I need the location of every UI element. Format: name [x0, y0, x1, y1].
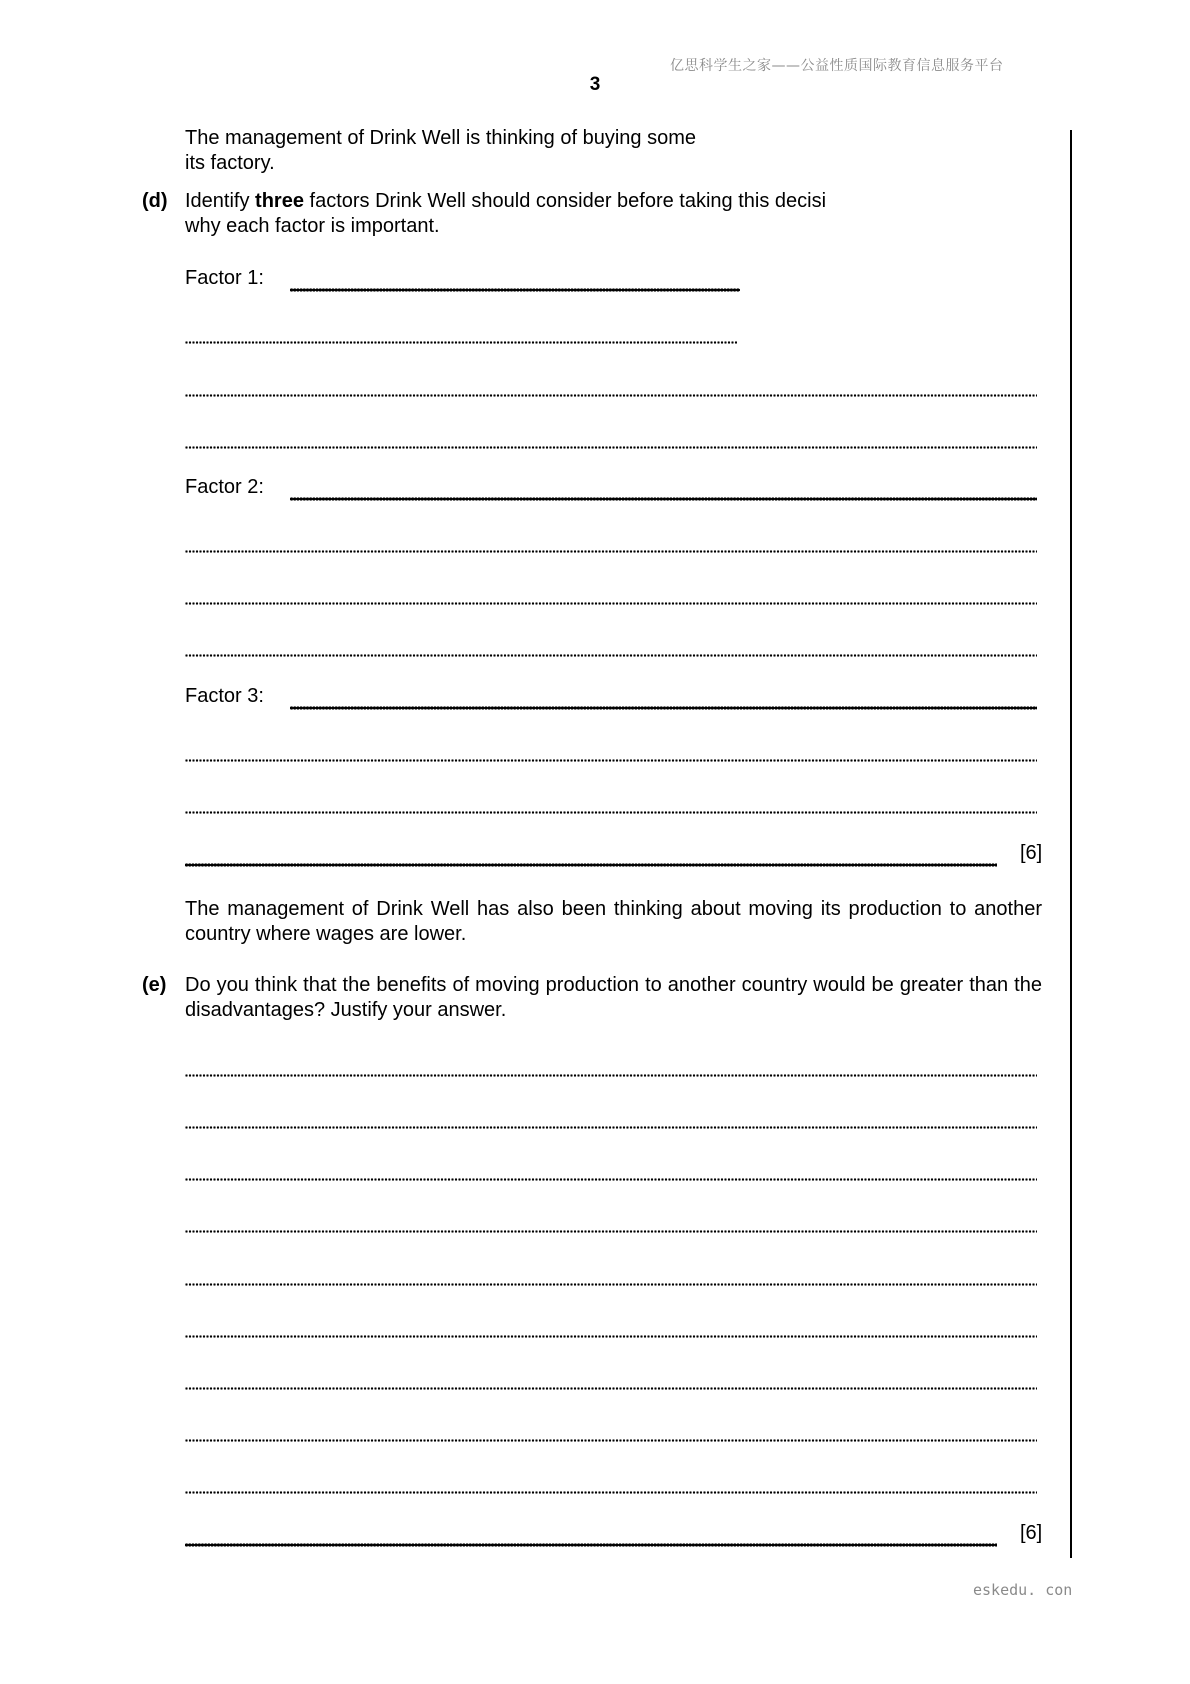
watermark-text: 亿思科学生之家——公益性质国际教育信息服务平台	[670, 58, 1004, 74]
question-d-emphasis: three	[255, 190, 304, 212]
answer-line[interactable]	[185, 394, 1037, 397]
marks-d: [6]	[1020, 842, 1043, 864]
answer-line[interactable]	[185, 446, 1037, 449]
answer-line[interactable]	[185, 1439, 1037, 1442]
context-e-paragraph: The management of Drink Well has also been thinking about moving its production to another country where wages are lower.	[185, 898, 1042, 945]
margin-rule	[1070, 130, 1072, 1558]
question-e-label: (e)	[142, 974, 167, 996]
intro-line-1: The management of Drink Well is thinking of buying some	[185, 127, 696, 149]
marks-e: [6]	[1020, 1522, 1043, 1544]
question-d-text-end: factors Drink Well should consider before taking this decisi	[303, 190, 827, 212]
question-d-text-start: Identify	[185, 190, 256, 212]
page-number: 3	[589, 74, 601, 95]
answer-line[interactable]	[185, 759, 1037, 762]
answer-line[interactable]	[185, 550, 1037, 553]
question-e-text: Do you think that the benefits of moving production to another country would be greater than the disadvantages? Justify your answer.	[185, 974, 1042, 1021]
answer-line[interactable]	[185, 602, 1037, 605]
question-d-text	[185, 189, 826, 214]
answer-line-factor-2[interactable]	[290, 497, 1037, 501]
question-d-label: (d)	[142, 190, 168, 212]
answer-line[interactable]	[185, 1387, 1037, 1390]
factor-3-label: Factor 3:	[185, 685, 264, 707]
answer-line[interactable]	[185, 1178, 1037, 1181]
answer-line[interactable]	[185, 811, 1037, 814]
answer-line-factor-1[interactable]	[290, 288, 740, 292]
answer-line[interactable]	[185, 1074, 1037, 1077]
factor-1-label: Factor 1:	[185, 267, 264, 289]
answer-line[interactable]	[185, 1335, 1037, 1338]
answer-line[interactable]	[185, 1543, 997, 1547]
intro-line-2: its factory.	[185, 152, 275, 174]
answer-line[interactable]	[185, 1126, 1037, 1129]
question-d-text-line-2: why each factor is important.	[185, 215, 440, 237]
answer-line-factor-3[interactable]	[290, 706, 1037, 710]
footer-site: eskedu. con	[973, 1581, 1073, 1599]
answer-line[interactable]	[185, 863, 997, 867]
answer-line[interactable]	[185, 1491, 1037, 1494]
answer-line[interactable]	[185, 341, 737, 344]
answer-line[interactable]	[185, 1283, 1037, 1286]
factor-2-label: Factor 2:	[185, 476, 264, 498]
answer-line[interactable]	[185, 1230, 1037, 1233]
answer-line[interactable]	[185, 654, 1037, 657]
